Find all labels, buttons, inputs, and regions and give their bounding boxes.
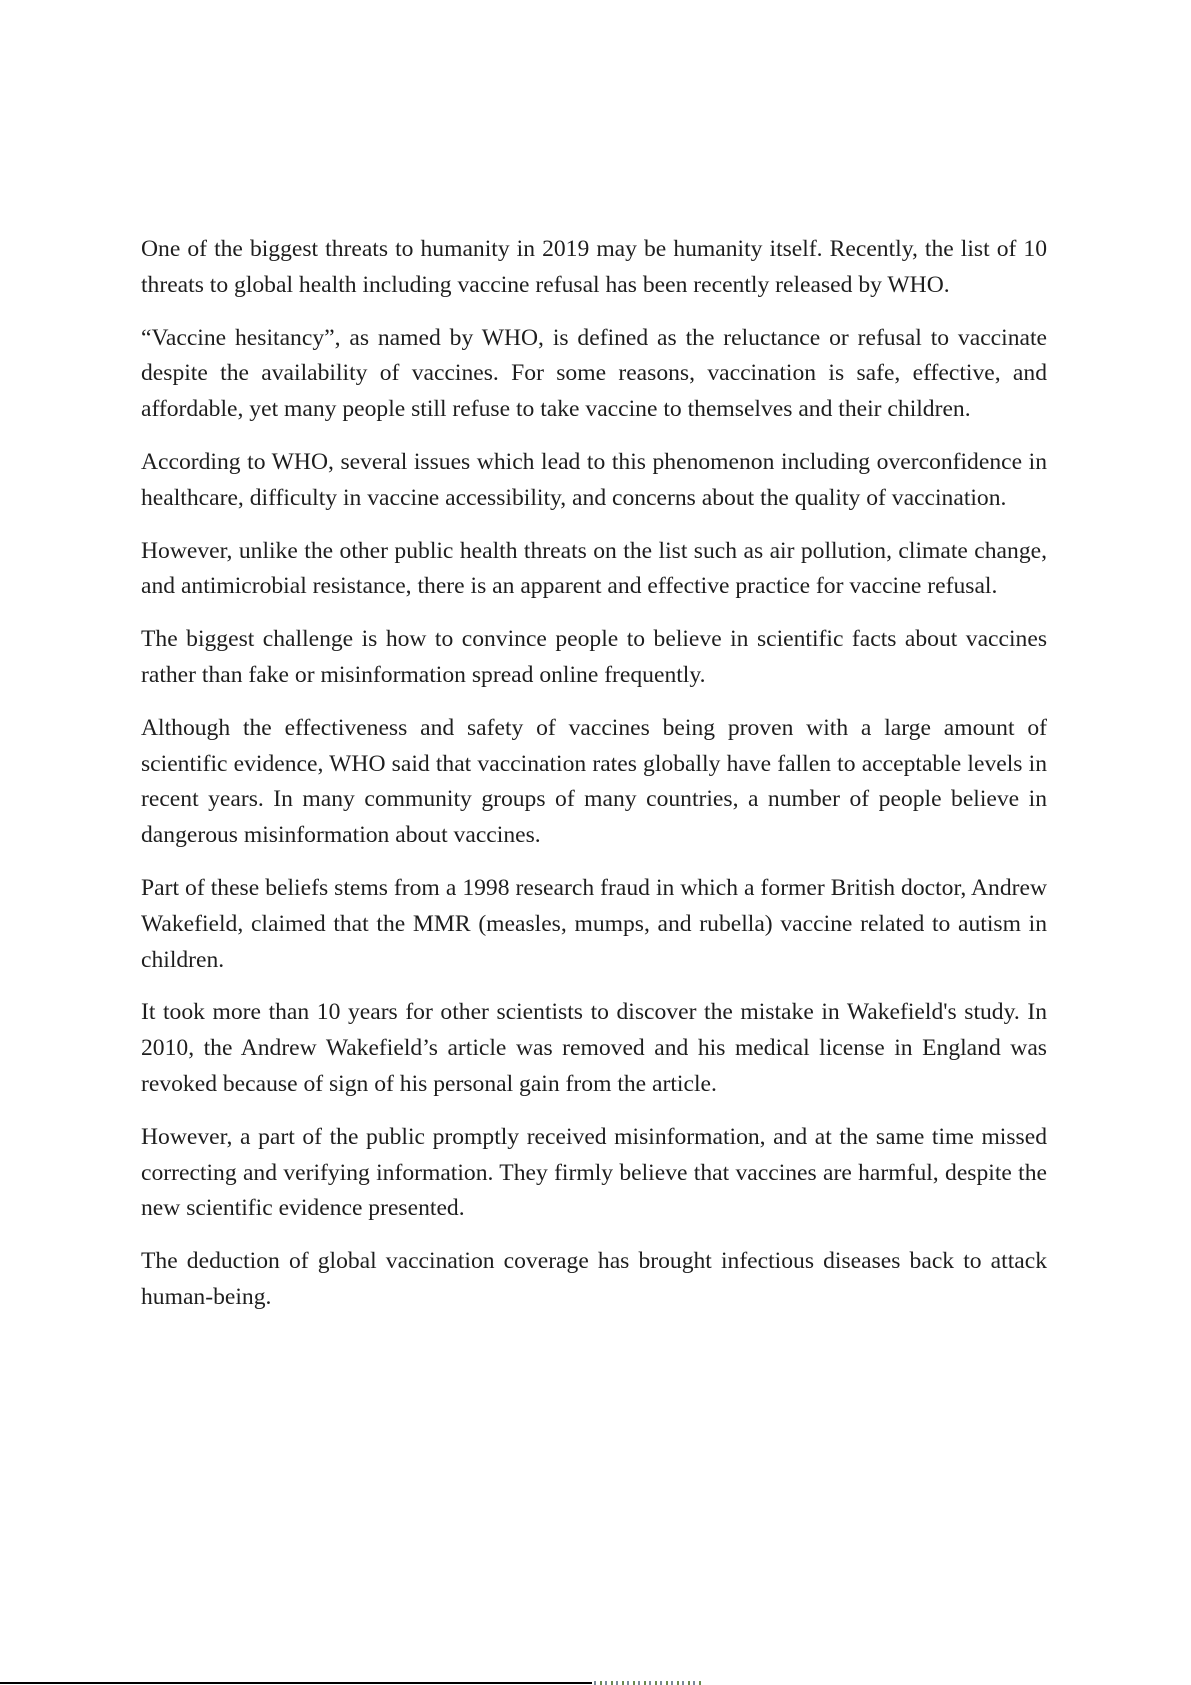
paragraph-2: “Vaccine hesitancy”, as named by WHO, is defined as the reluctance or refusal to vaccinate despite the availability of vaccines. For some reasons, vaccination is safe, effective, and affordable, yet many people still refuse to take vaccine to themselves and their children. [141, 324, 1047, 423]
paragraph-8: It took more than 10 years for other scientists to discover the mistake in Wakefield's study. In 2010, the Andrew Wakefield’s article was removed and his medical license in England was revoked because of sign of his personal gain from the article. [141, 999, 1047, 1097]
paragraph-10: The deduction of global vaccination coverage has brought infectious diseases back to attack human-being. [141, 1248, 1047, 1310]
document-body [141, 232, 1047, 1333]
paragraph-6: Although the effectiveness and safety of vaccines being proven with a large amount of scientific evidence, WHO said that vaccination rates globally have fallen to acceptable levels in recent years. In many community groups of many countries, a number of people believe in dangerous misinformation about vaccines. [141, 714, 1047, 849]
paragraph-3: According to WHO, several issues which lead to this phenomenon including overconfidence in healthcare, difficulty in vaccine accessibility, and concerns about the quality of vaccination. [141, 448, 1047, 511]
paragraph-5: The biggest challenge is how to convince people to believe in scientific facts about vaccines rather than fake or misinformation spread online frequently. [141, 626, 1047, 688]
paragraph-9: However, a part of the public promptly received misinformation, and at the same time missed correcting and verifying information. They firmly believe that vaccines are harmful, despite the new scientific evidence presented. [141, 1123, 1047, 1222]
paragraph-4: However, unlike the other public health threats on the list such as air pollution, climate change, and antimicrobial resistance, there is an apparent and effective practice for vaccine refusal. [141, 537, 1047, 600]
paragraph-1: One of the biggest threats to humanity in 2019 may be humanity itself. Recently, the list of 10 threats to global health including vaccine refusal has been recently released by WHO. [141, 236, 1047, 298]
footer-cutoff-text [594, 1681, 704, 1685]
footer-divider [0, 1682, 592, 1684]
paragraph-7: Part of these beliefs stems from a 1998 research fraud in which a former British doctor, Andrew Wakefield, claimed that the MMR (measles, mumps, and rubella) vaccine related to autism in children. [141, 874, 1047, 973]
